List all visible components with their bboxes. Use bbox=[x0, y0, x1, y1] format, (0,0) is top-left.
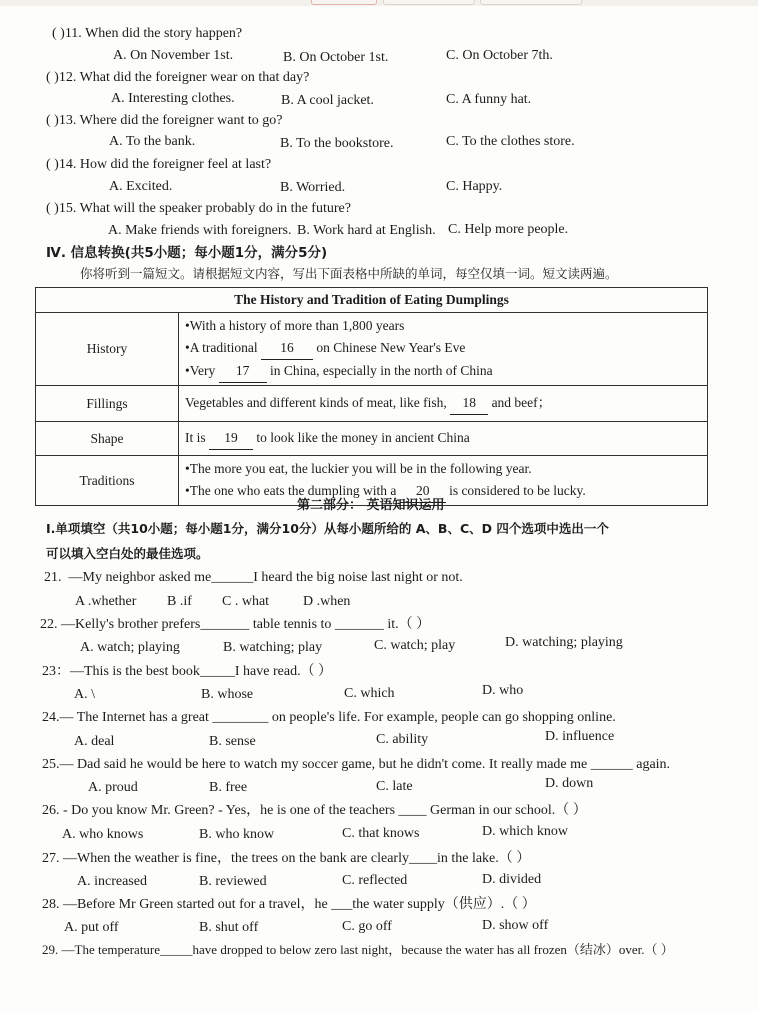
option-b: B. On October 1st. bbox=[283, 50, 389, 65]
option-b: B. shut off bbox=[199, 920, 259, 935]
question-23: 23：—This is the best book_____I have read.（ ） bbox=[42, 664, 333, 679]
row-label-history: History bbox=[36, 313, 179, 386]
part-2-title: 第二部分： 英语知识运用 bbox=[297, 498, 445, 513]
blank-20: 20 bbox=[400, 480, 446, 503]
option-c: C. ability bbox=[376, 732, 429, 747]
option-d: D. which know bbox=[482, 824, 568, 839]
row-history bbox=[179, 313, 708, 386]
q-number: ( )13. bbox=[46, 113, 77, 128]
option-a: A. proud bbox=[88, 780, 138, 795]
question-26: 26. - Do you know Mr. Green? - Yes，he is one of the teachers ____ German in our school.（ ） bbox=[42, 803, 587, 818]
option-a: A. On November 1st. bbox=[113, 48, 234, 63]
q-text: Where did the foreigner want to go? bbox=[79, 113, 283, 128]
q-number: ( )11. bbox=[52, 26, 82, 41]
question-27: 27. —When the weather is fine，the trees on the bank are clearly____in the lake.（ ） bbox=[42, 851, 531, 866]
option-b: B. who know bbox=[199, 827, 275, 842]
blank-18: 18 bbox=[450, 392, 488, 415]
option-b: B. sense bbox=[209, 734, 256, 749]
option-b: B. whose bbox=[201, 687, 254, 702]
option-c: C. that knows bbox=[342, 826, 420, 841]
question-13 bbox=[46, 112, 283, 130]
option-a: A. put off bbox=[64, 920, 119, 935]
option-c: C. watch; play bbox=[374, 638, 456, 653]
history-line-2: •A traditional 16 on Chinese New Year's Eve bbox=[185, 337, 701, 360]
option-a: A. who knows bbox=[62, 827, 144, 842]
row-label-shape: Shape bbox=[36, 422, 179, 456]
option-d: D. influence bbox=[545, 729, 615, 744]
q-text: When did the story happen? bbox=[85, 26, 243, 41]
option-d: D. show off bbox=[482, 918, 549, 933]
question-21: 21. —My neighbor asked me______I heard the big noise last night or not. bbox=[44, 570, 463, 585]
dumplings-table bbox=[35, 287, 708, 506]
option-b: B. free bbox=[209, 780, 248, 795]
part-2-instruction-1: Ⅰ.单项填空（共10小题；每小题1分，满分10分）从每小题所给的 A、B、C、D 四个选项中选出一个 bbox=[46, 521, 609, 536]
option-b: B. watching; play bbox=[223, 640, 323, 655]
option-b: B. reviewed bbox=[199, 874, 267, 889]
blank-17: 17 bbox=[219, 360, 267, 383]
q-text: How did the foreigner feel at last? bbox=[79, 157, 272, 172]
option-c: C . what bbox=[222, 594, 270, 609]
option-a: A .whether bbox=[75, 594, 137, 609]
option-a: A. To the bank. bbox=[109, 134, 196, 149]
blank-16: 16 bbox=[261, 337, 313, 360]
table-title: The History and Tradition of Eating Dumplings bbox=[36, 288, 708, 313]
question-24: 24.— The Internet has a great ________ on people's life. For example, people can go shopping online. bbox=[42, 710, 616, 725]
option-a: A. Excited. bbox=[109, 179, 173, 194]
option-c: C. To the clothes store. bbox=[446, 134, 575, 149]
q-number: ( )15. bbox=[46, 201, 77, 216]
option-c: C. go off bbox=[342, 919, 392, 934]
history-line-1: •With a history of more than 1,800 years bbox=[185, 318, 405, 333]
question-28: 28. —Before Mr Green started out for a travel，he ___the water supply（供应）.（ ） bbox=[42, 897, 536, 912]
row-fillings: Vegetables and different kinds of meat, like fish, 18 and beef； bbox=[179, 386, 708, 422]
option-d: D. watching; playing bbox=[505, 635, 623, 650]
question-12 bbox=[46, 69, 309, 87]
option-c: C. A funny hat. bbox=[446, 92, 532, 107]
blank-19: 19 bbox=[209, 427, 253, 450]
option-d: D. who bbox=[482, 683, 524, 698]
option-c: C. reflected bbox=[342, 873, 408, 888]
option-a: A. increased bbox=[77, 874, 147, 889]
row-shape: It is 19 to look like the money in ancient China bbox=[179, 422, 708, 456]
history-line-3: •Very 17 in China, especially in the north of China bbox=[185, 360, 701, 383]
question-25: 25.— Dad said he would be here to watch my soccer game, but he didn't come. It really made me ______ again. bbox=[42, 757, 671, 772]
question-15 bbox=[46, 200, 351, 218]
option-b: B. A cool jacket. bbox=[281, 93, 374, 108]
q-number: ( )12. bbox=[46, 70, 77, 85]
option-c: C. late bbox=[376, 779, 413, 794]
option-b: B .if bbox=[167, 594, 192, 609]
q-text: What did the foreigner wear on that day? bbox=[79, 70, 310, 85]
option-d: D .when bbox=[303, 594, 351, 609]
section-4-title: Ⅳ. 信息转换(共5小题；每小题1分，满分5分) bbox=[46, 245, 328, 261]
q-text: What will the speaker probably do in the future? bbox=[79, 201, 351, 216]
question-29: 29. —The temperature_____have dropped to below zero last night，because the water has all frozen（结冰）over.（ ） bbox=[42, 942, 674, 957]
part-2-instruction-2: 可以填入空白处的最佳选项。 bbox=[46, 546, 209, 561]
option-c: C. Help more people. bbox=[448, 222, 569, 237]
traditions-line-1: •The more you eat, the luckier you will be in the following year. bbox=[185, 461, 532, 476]
row-label-fillings: Fillings bbox=[36, 386, 179, 422]
q-number: ( )14. bbox=[46, 157, 77, 172]
question-22: 22. —Kelly's brother prefers_______ table tennis to _______ it.（ ） bbox=[40, 617, 431, 632]
option-b: B. Worried. bbox=[280, 180, 346, 195]
option-a: A. Make friends with foreigners. bbox=[108, 223, 292, 238]
option-b: B. Work hard at English. bbox=[297, 223, 436, 238]
option-a: A. deal bbox=[74, 734, 115, 749]
option-a: A. Interesting clothes. bbox=[111, 91, 235, 106]
option-c: C. which bbox=[344, 686, 395, 701]
row-label-traditions: Traditions bbox=[36, 456, 179, 506]
option-c: C. Happy. bbox=[446, 179, 503, 194]
option-a: A. \ bbox=[74, 687, 95, 702]
option-d: D. divided bbox=[482, 872, 542, 887]
question-11 bbox=[52, 25, 242, 43]
option-a: A. watch; playing bbox=[80, 640, 180, 655]
option-b: B. To the bookstore. bbox=[280, 136, 394, 151]
option-c: C. On October 7th. bbox=[446, 48, 553, 63]
traditions-line-2: •The one who eats the dumpling with a 20 is considered to be lucky. bbox=[185, 480, 701, 503]
question-14 bbox=[46, 156, 271, 174]
option-d: D. down bbox=[545, 776, 594, 791]
section-4-instruction: 你将听到一篇短文。请根据短文内容，写出下面表格中所缺的单词，每空仅填一词。短文读两遍。 bbox=[80, 266, 618, 281]
